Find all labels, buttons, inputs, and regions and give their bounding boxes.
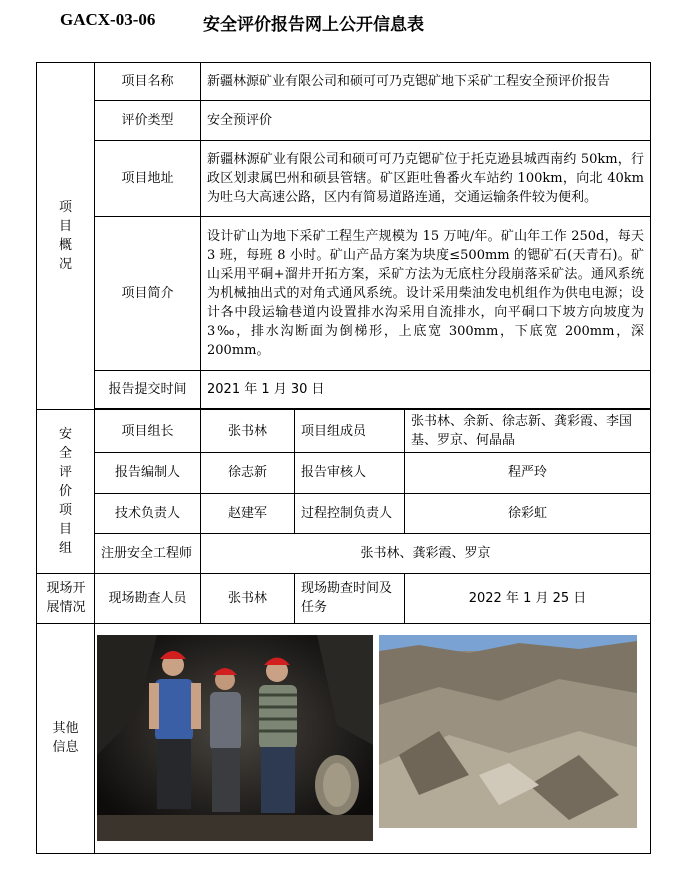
eval-type-label: 评价类型 (95, 101, 201, 141)
photos-cell (95, 623, 651, 853)
engineers-value: 张书林、龚彩霞、罗京 (201, 533, 651, 573)
other-group-label: 其他信息 (37, 623, 95, 853)
submit-time-label: 报告提交时间 (95, 371, 201, 409)
address-label: 项目地址 (95, 141, 201, 217)
team-group-label: 安全评价项目组 (37, 410, 95, 573)
document-title: 安全评价报告网上公开信息表 (203, 15, 424, 35)
writer-value: 徐志新 (201, 453, 295, 493)
process-value: 徐彩虹 (405, 493, 651, 533)
project-name-value: 新疆林源矿业有限公司和硕可可乃克锶矿地下采矿工程安全预评价报告 (201, 63, 651, 101)
intro-label: 项目简介 (95, 217, 201, 371)
address-value: 新疆林源矿业有限公司和硕可可乃克锶矿位于托克逊县城西南约 50km，行政区划隶属巴州和硕县管辖。矿区距吐鲁番火车站约 100km，向北 40km 为吐乌大高速公路，区内有简易道路连通，交通运输条件较为便利。 (201, 141, 651, 217)
survey-time-label: 现场勘查时间及任务 (295, 573, 405, 623)
reviewer-label: 报告审核人 (295, 453, 405, 493)
site-photo-workers (97, 635, 373, 841)
document-code: GACX-03-06 (60, 10, 156, 29)
surveyor-value: 张书林 (201, 573, 295, 623)
eval-type-value: 安全预评价 (201, 101, 651, 141)
leader-value: 张书林 (201, 410, 295, 453)
project-name-label: 项目名称 (95, 63, 201, 101)
tech-label: 技术负责人 (95, 493, 201, 533)
process-label: 过程控制负责人 (295, 493, 405, 533)
survey-time-value: 2022 年 1 月 25 日 (405, 573, 651, 623)
surveyor-label: 现场勘查人员 (95, 573, 201, 623)
intro-value: 设计矿山为地下采矿工程生产规模为 15 万吨/年。矿山年工作 250d，每天 3 班，每班 8 小时。矿山产品方案为块度≤500mm 的锶矿石(天青石)。矿山采用平硐+溜井开拓方案，采矿方法为无底柱分段崩落采矿法。通风系统为机械抽出式的对角式通风系统。设计采用柴油发电机组作为供电电源；设计各中段运输巷道内设置排水沟采用自流排水，向平硐口下坡方向坡度为 3‰，排水沟断面为倒梯形，上底宽 300mm，下底宽 200mm，深 200mm。 (201, 217, 651, 371)
info-table (36, 62, 651, 854)
leader-label: 项目组长 (95, 410, 201, 453)
submit-time-value: 2021 年 1 月 30 日 (201, 371, 651, 409)
site-photo-landscape (379, 635, 637, 828)
site-group-label: 现场开展情况 (37, 573, 95, 623)
members-value: 张书林、余新、徐志新、龚彩霞、李国基、罗京、何晶晶 (405, 410, 651, 453)
writer-label: 报告编制人 (95, 453, 201, 493)
tech-value: 赵建军 (201, 493, 295, 533)
overview-group-label: 项目概况 (37, 63, 95, 410)
members-label: 项目组成员 (295, 410, 405, 453)
reviewer-value: 程严玲 (405, 453, 651, 493)
engineer-label: 注册安全工程师 (95, 533, 201, 573)
